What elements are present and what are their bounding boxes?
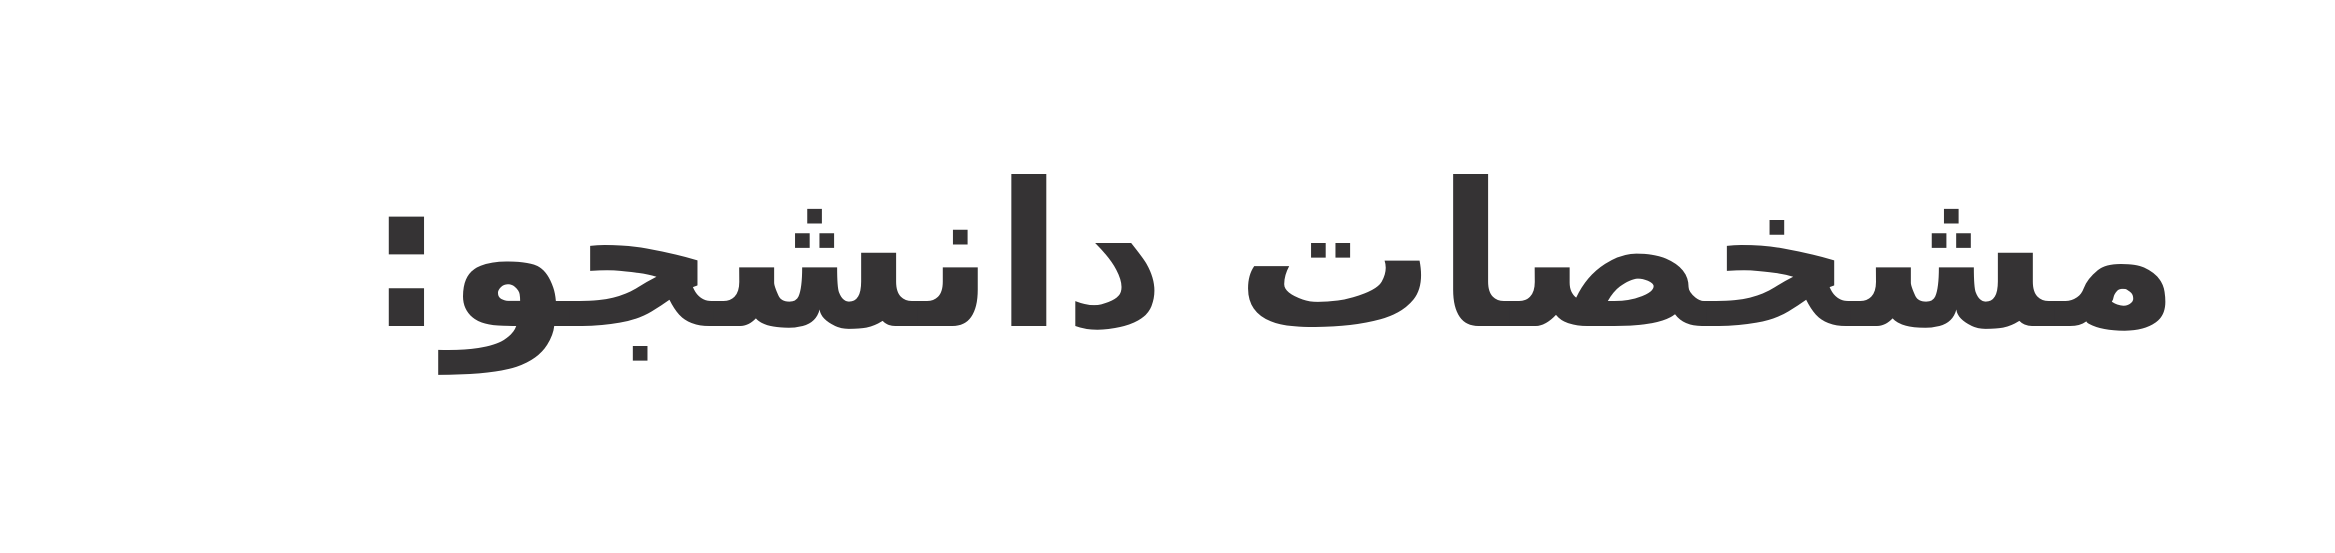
heading-text: مشخصات دانشجو: xyxy=(366,141,2180,374)
